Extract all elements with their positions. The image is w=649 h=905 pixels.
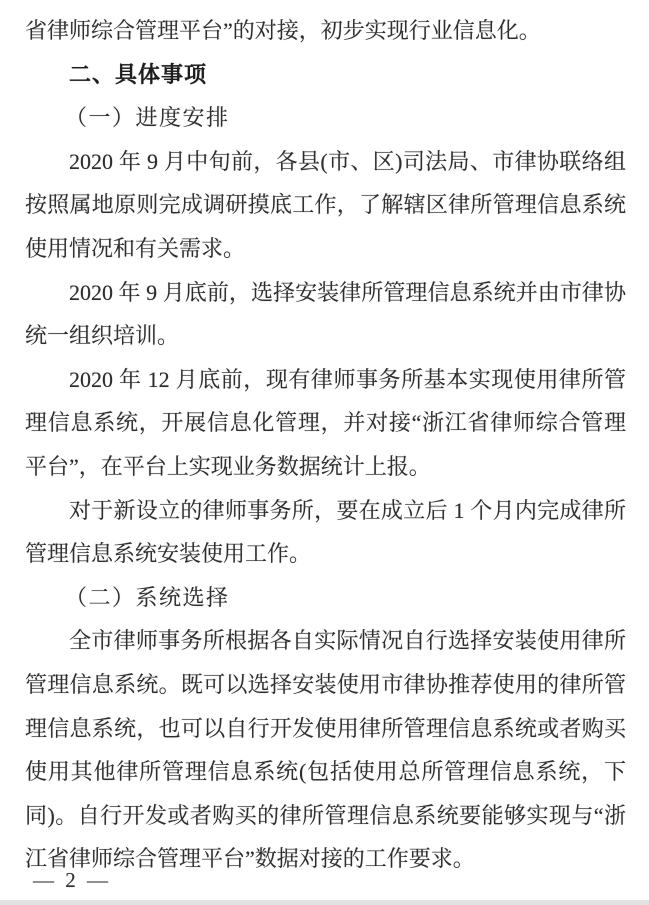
subsection-heading-schedule: （一）进度安排 bbox=[65, 105, 230, 131]
paragraph-september-mid: 2020 年 9 月中旬前，各县(市、区)司法局、市律协联络组按照属地原则完成调研摸底工作，了解辖区律所管理信息系统使用情况和有关需求。 bbox=[25, 148, 626, 261]
continuation-line: 省律师综合管理平台”的对接，初步实现行业信息化。 bbox=[25, 18, 541, 43]
subsection-heading-system-selection: （二）系统选择 bbox=[65, 584, 230, 610]
paragraph-system-selection: 全市律师事务所根据各自实际情况自行选择安装使用律所管理信息系统。既可以选择安装使用市律协推荐使用的律所管理信息系统，也可以自行开发使用律所管理信息系统或者购买使用其他律所管理信息系统(包括使用总所管理信息系统，下同)。自行开发或者购买的律所管理信息系统要能够实现与“浙江省律师综合管理平台”数据对接的工作要求。 bbox=[25, 628, 626, 872]
paragraph-september-end: 2020 年 9 月底前，选择安装律所管理信息系统并由市律协统一组织培训。 bbox=[25, 279, 626, 349]
paragraph-new-firms: 对于新设立的律师事务所，要在成立后 1 个月内完成律所管理信息系统安装使用工作。 bbox=[25, 497, 626, 567]
page-bottom-edge bbox=[0, 900, 649, 905]
section-heading-specific-matters: 二、具体事项 bbox=[69, 61, 208, 87]
paragraph-december-end: 2020 年 12 月底前，现有律师事务所基本实现使用律所管理信息系统，开展信息化管理，并对接“浙江省律师综合管理平台”，在平台上实现业务数据统计上报。 bbox=[25, 366, 626, 479]
page-number: — 2 — bbox=[33, 868, 111, 892]
document-body bbox=[25, 9, 626, 881]
